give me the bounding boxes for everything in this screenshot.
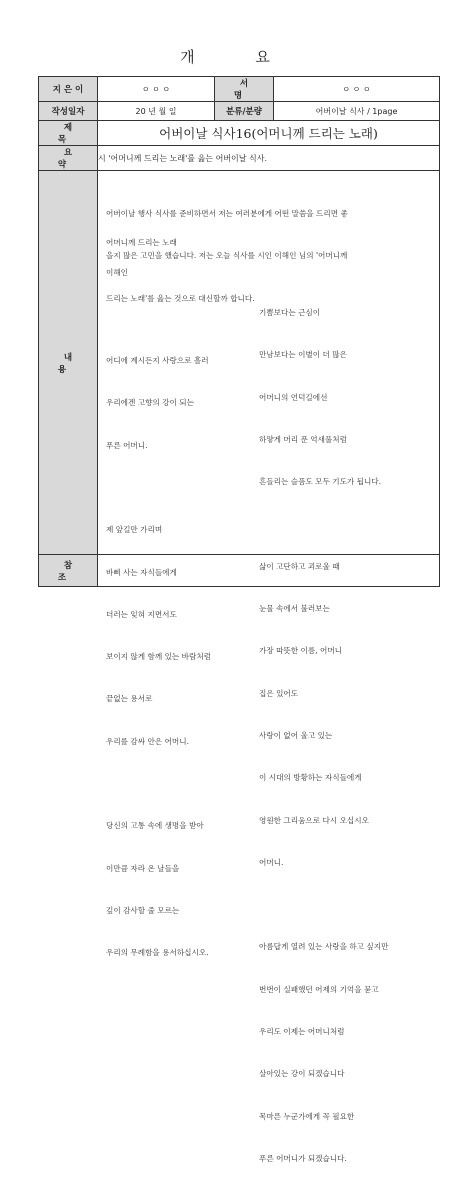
poem-line: 어머니의 언덕길에선 xyxy=(259,392,328,402)
summary-form-table xyxy=(38,76,440,1163)
poem-line: 깊이 감사할 줄 모르는 xyxy=(106,905,180,915)
poem-line: 끝없는 용서로 xyxy=(106,694,153,704)
intro-line: 을지 많은 고민을 했습니다. 저는 오늘 식사를 시인 이해인 님의 '어머니께 xyxy=(106,251,348,261)
subject-label: 제 목 xyxy=(39,121,98,146)
poem-line: 살아있는 강이 되겠습니다 xyxy=(259,1069,345,1079)
poem-title: 어머니께 드리는 노래 xyxy=(106,238,177,247)
poet-name: 이해인 xyxy=(106,268,129,277)
signature-value: ㅇ ㅇ ㅇ xyxy=(274,77,440,102)
poem-line: 삶이 고단하고 괴로울 때 xyxy=(259,561,340,571)
poem-line: 우리의 무례함을 용서하십시오. xyxy=(106,948,209,958)
page-title: 개 요 xyxy=(180,48,298,66)
poem-line: 기쁨보다는 근심이 xyxy=(259,308,321,318)
author-label: 지 은 이 xyxy=(39,77,98,102)
poem-line: 이 시대의 방황하는 자식들에게 xyxy=(259,773,362,783)
note-label: 참 조 xyxy=(39,555,98,587)
poem-line: 하얗게 머리 푼 억새풀처럼 xyxy=(259,435,347,445)
poem-line: 아름답게 열려 있는 사랑을 하고 싶지만 xyxy=(259,942,389,952)
date-label: 작성일자 xyxy=(39,102,98,121)
content-label: 내 용 xyxy=(39,171,98,555)
poem-line: 영원한 그리움으로 다시 오십시오 xyxy=(259,815,369,825)
poem-line: 어머니. xyxy=(259,857,284,867)
category-label: 분류/분량 xyxy=(215,102,274,121)
poem-right-column xyxy=(259,278,388,1194)
poem-line: 집은 있어도 xyxy=(259,688,299,698)
summary-label: 요 약 xyxy=(39,146,98,171)
poem-line: 목마른 누군가에게 꼭 필요한 xyxy=(259,1111,355,1121)
subject-value: 어버이날 식사16(어머니께 드리는 노래) xyxy=(98,121,440,146)
poem-line: 이만큼 자라 온 날들을 xyxy=(106,863,180,873)
content-cell xyxy=(98,171,440,1163)
signature-label: 서 명 xyxy=(215,77,274,102)
poem-line: 바삐 사는 자식들에게 xyxy=(106,567,177,577)
poem-line: 푸른 어머니. xyxy=(106,440,148,450)
poem-line: 더러는 잊혀 지면서도 xyxy=(106,609,177,619)
poem-line: 사랑이 없어 울고 있는 xyxy=(259,731,333,740)
poem-line: 눈물 속에서 불러보는 xyxy=(259,604,330,614)
poem-line: 당신의 고통 속에 생명을 받아 xyxy=(106,821,204,831)
poem-line: 보이지 않게 함께 있는 바람처럼 xyxy=(106,652,212,662)
intro-line: 어버이날 행사 식사를 준비하면서 저는 여러분에게 어떤 말씀을 드리면 좋 xyxy=(106,209,348,219)
poem-line: 제 앞길만 가리며 xyxy=(106,525,163,535)
intro-line: 드리는 노래'를 읊는 것으로 대신할까 합니다. xyxy=(106,293,255,303)
poem-line: 가장 따뜻한 이름, 어머니 xyxy=(259,646,343,656)
date-value: 20 년 월 일 xyxy=(98,102,215,121)
poem-line: 우리에겐 고향의 강이 되는 xyxy=(106,398,194,408)
poem-line: 우리도 이제는 어머니처럼 xyxy=(259,1026,345,1036)
poem-line: 만남보다는 이별이 더 많은 xyxy=(259,350,347,360)
summary-value: 시 '어머니께 드리는 노래'를 읊는 어버이날 식사. xyxy=(98,146,440,171)
poem-left-column xyxy=(106,326,211,988)
poem-line: 번번이 실패했던 어제의 기억을 묻고 xyxy=(259,984,379,994)
category-value: 어버이날 식사 / 1page xyxy=(274,102,440,121)
poem-line: 어디에 계시든지 사랑으로 흘러 xyxy=(106,356,209,366)
poem-line: 흔들리는 슬픔도 모두 기도가 됩니다. xyxy=(259,477,382,487)
poem-line: 푸른 어머니가 되겠습니다. xyxy=(259,1153,347,1163)
poem-line: 우리를 감싸 안은 어머니. xyxy=(106,736,190,746)
author-value: ㅇ ㅇ ㅇ xyxy=(98,77,215,102)
